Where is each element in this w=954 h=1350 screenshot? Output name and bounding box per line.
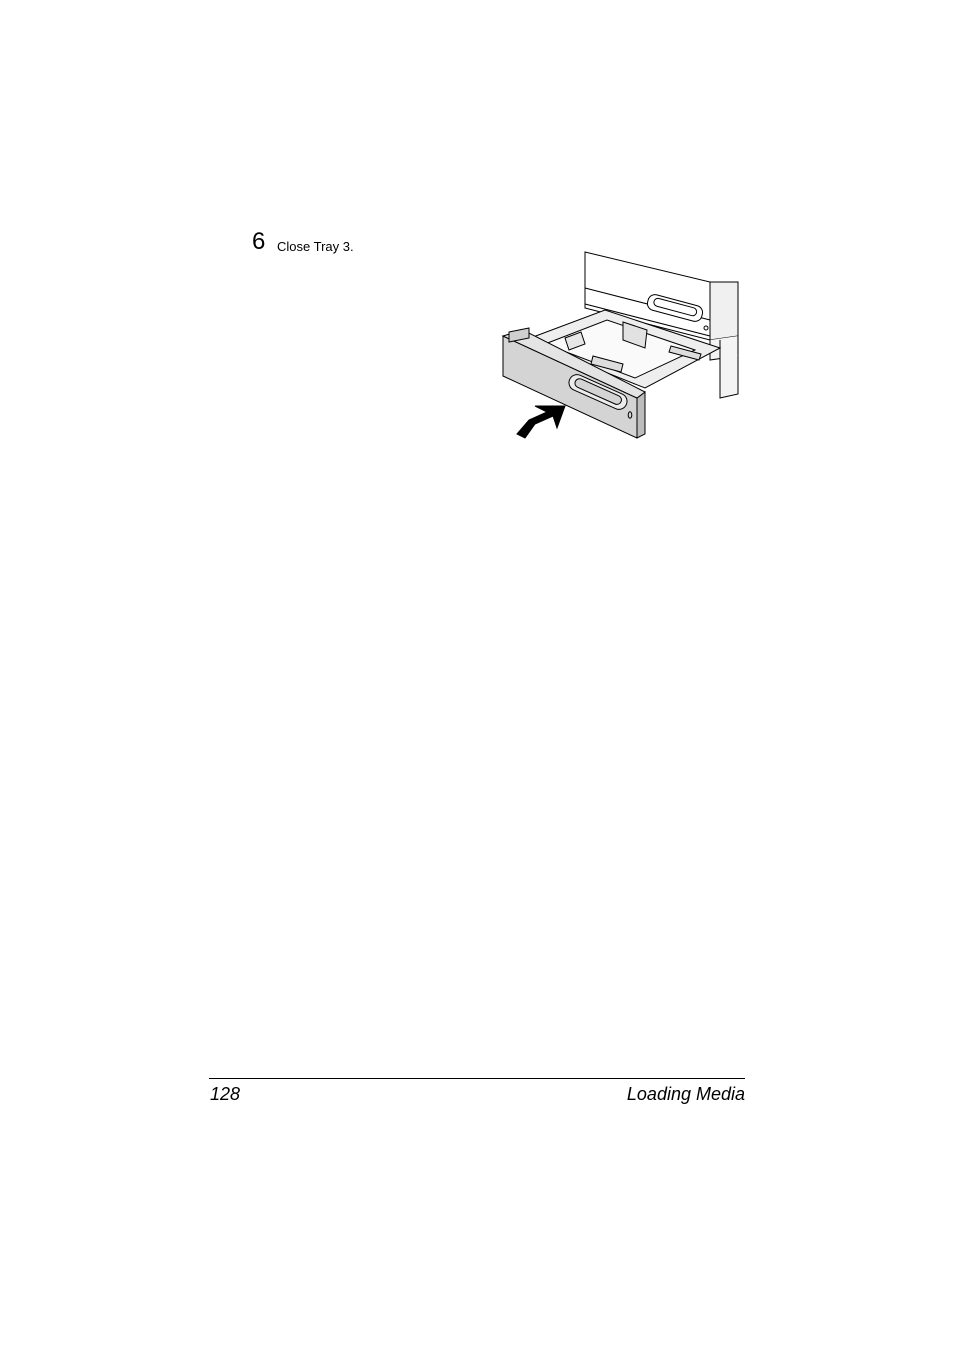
section-title: Loading Media — [626, 1084, 745, 1104]
footer-rule — [209, 1078, 745, 1079]
step-instruction: Close Tray 3. — [277, 239, 354, 254]
page-number: 128 — [210, 1084, 241, 1104]
push-arrow-icon — [517, 406, 565, 438]
step-number: 6 — [252, 228, 266, 255]
tray-closing-illustration — [495, 248, 745, 444]
